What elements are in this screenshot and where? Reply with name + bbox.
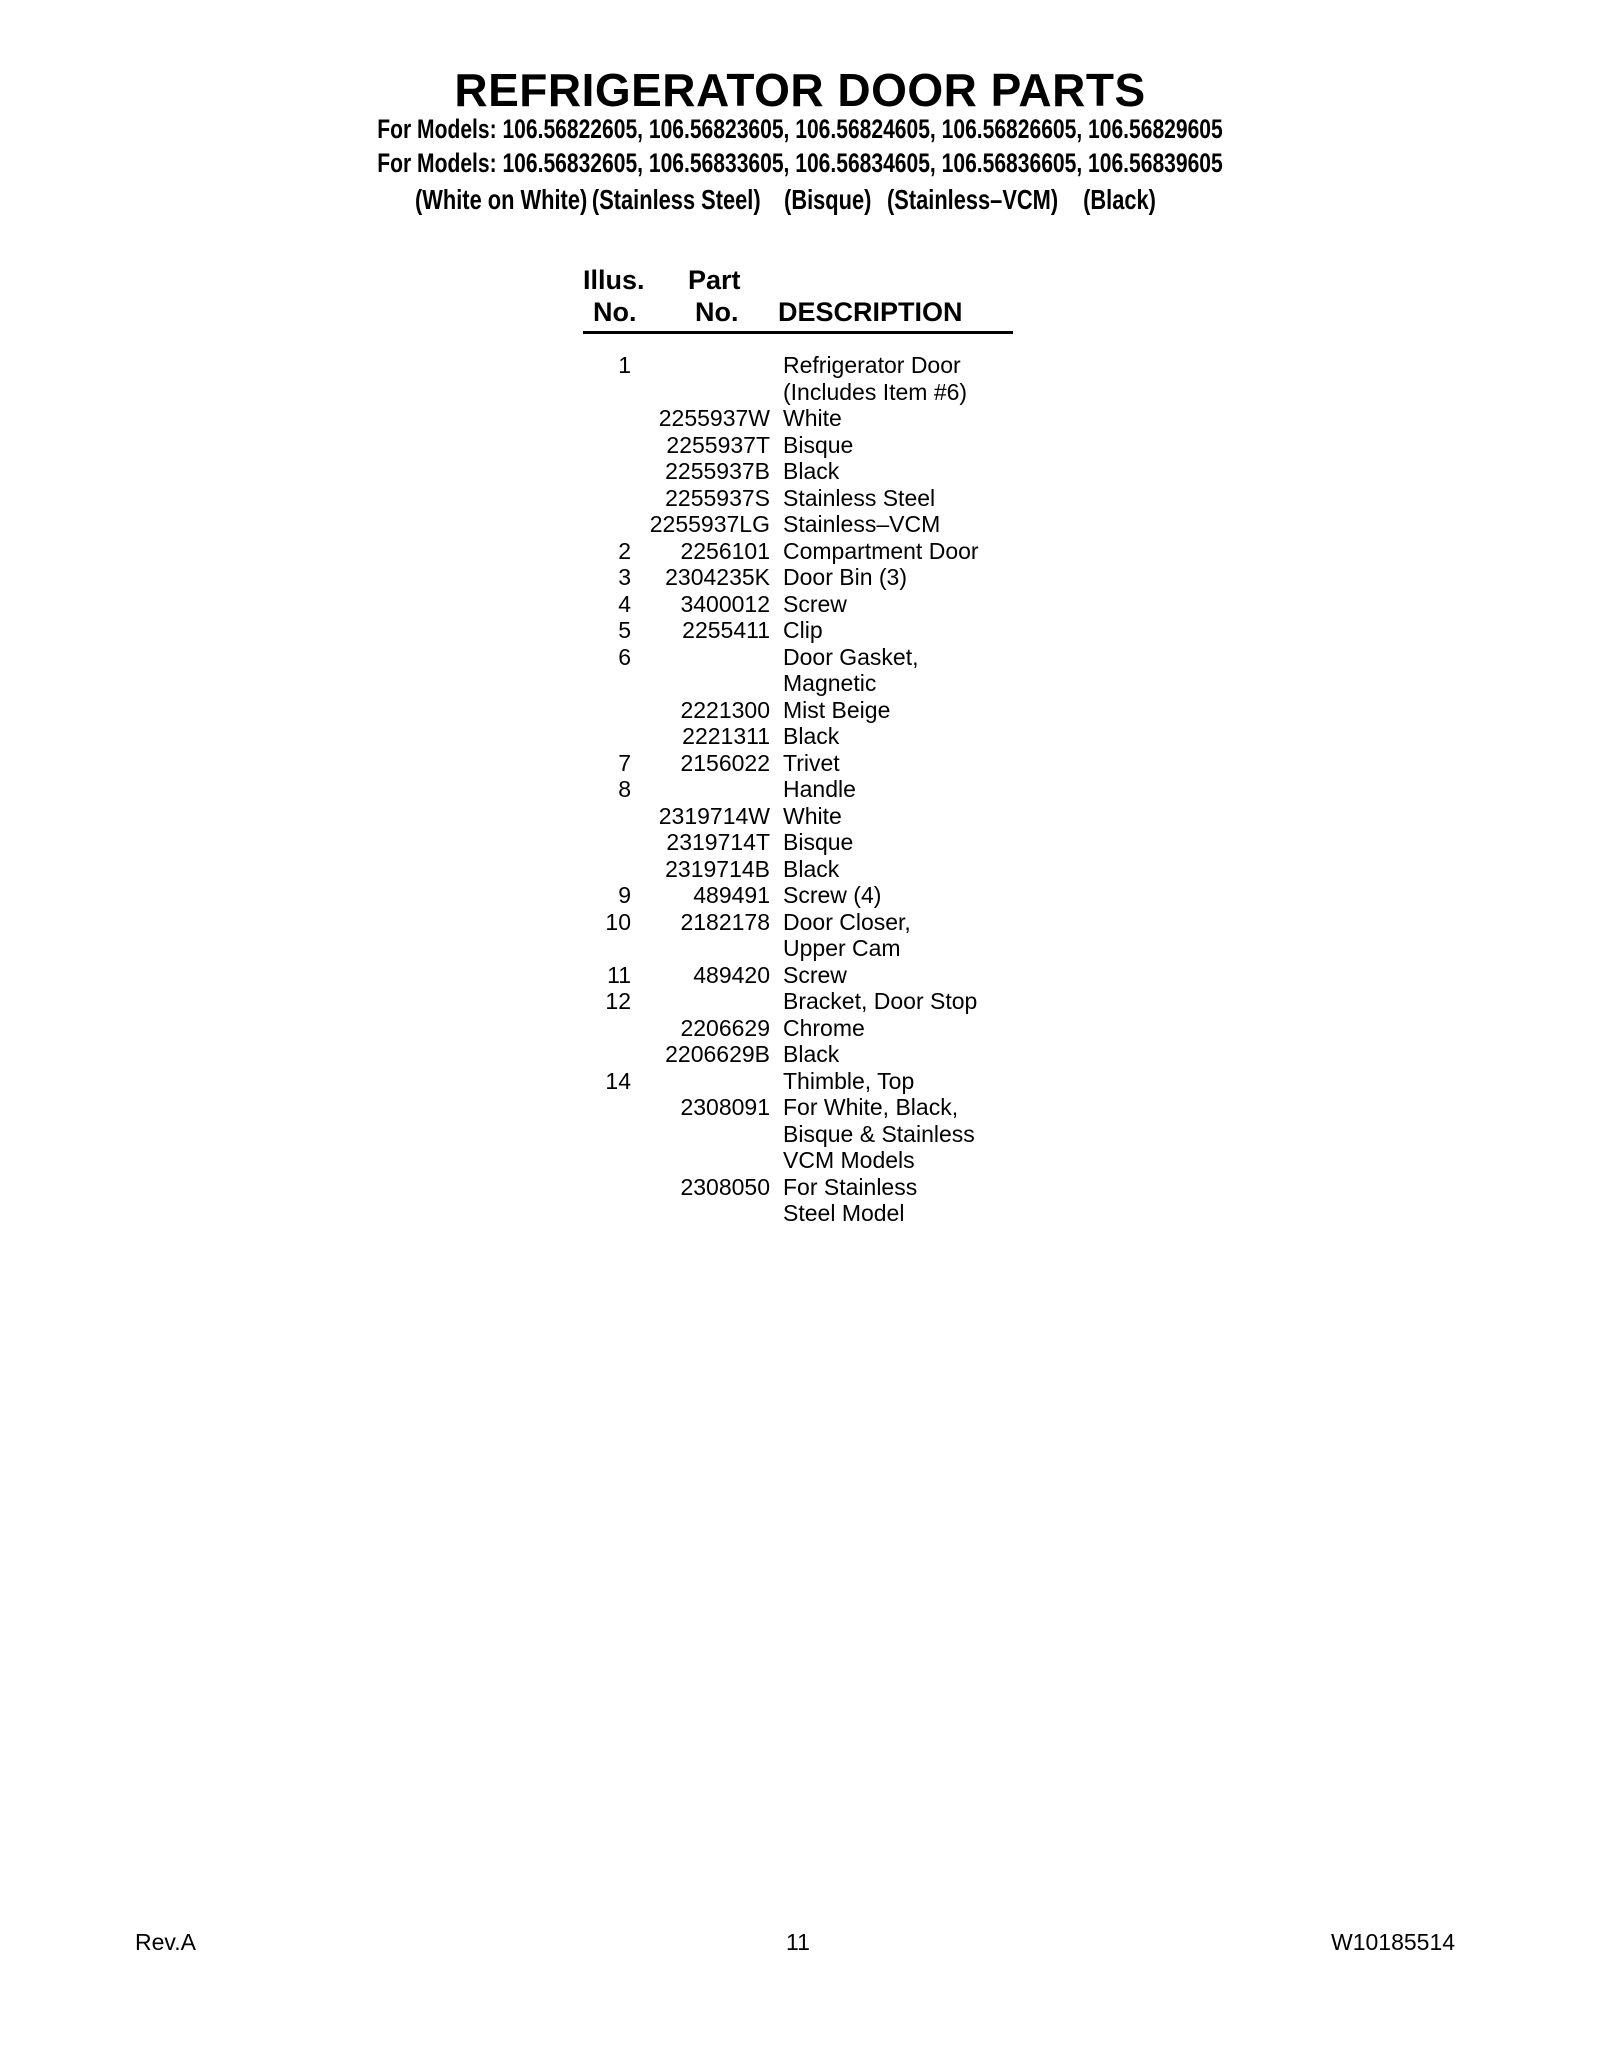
part-number: 2255937LG bbox=[649, 511, 770, 537]
part-description: Stainless Steel bbox=[783, 484, 936, 511]
page-title: REFRIGERATOR DOOR PARTS bbox=[454, 64, 1146, 116]
part-number: 2221311 bbox=[682, 723, 770, 749]
table-row bbox=[583, 1094, 1013, 1121]
part-description: Black bbox=[783, 458, 840, 484]
table-row bbox=[583, 538, 1013, 565]
part-description: White bbox=[783, 405, 842, 431]
illus-number: 3 bbox=[618, 564, 631, 590]
illus-number: 2 bbox=[618, 537, 631, 564]
part-description: Mist Beige bbox=[783, 696, 891, 723]
part-number: 2221300 bbox=[680, 696, 770, 723]
part-number: 2255937S bbox=[665, 484, 770, 511]
finish-label: (White on White) bbox=[415, 184, 588, 215]
finish-legend bbox=[415, 183, 1156, 217]
illus-number: 7 bbox=[618, 749, 631, 776]
parts-table bbox=[583, 265, 1013, 1227]
table-row bbox=[583, 670, 1013, 697]
part-number: 2319714B bbox=[665, 855, 770, 882]
models-line-2: For Models: 106.56832605, 106.56833605, 106.56834605, 106.56836605, 106.56839605 bbox=[377, 148, 1223, 178]
table-row bbox=[583, 829, 1013, 856]
table-row bbox=[583, 1068, 1013, 1095]
part-description: Black bbox=[783, 723, 840, 749]
part-description: Door Closer, bbox=[783, 908, 911, 935]
part-number: 2319714T bbox=[666, 829, 770, 855]
parts-table-body bbox=[583, 352, 1013, 1227]
illus-number: 9 bbox=[618, 882, 631, 908]
illus-number: 5 bbox=[618, 617, 631, 643]
table-row bbox=[583, 776, 1013, 803]
footer-page-number: 11 bbox=[786, 1929, 810, 1955]
part-number: 2256101 bbox=[680, 537, 770, 564]
illus-number: 12 bbox=[605, 988, 631, 1014]
part-number: 489491 bbox=[693, 882, 770, 908]
part-description: Bisque bbox=[783, 431, 854, 458]
part-description: Screw bbox=[783, 961, 847, 988]
illus-number: 11 bbox=[607, 961, 631, 988]
table-row bbox=[583, 723, 1013, 750]
part-number: 3400012 bbox=[680, 590, 770, 617]
illus-number: 1 bbox=[618, 352, 631, 378]
header-part: Part bbox=[688, 265, 741, 295]
part-description: For White, Black, bbox=[783, 1094, 959, 1120]
table-row bbox=[583, 856, 1013, 883]
part-description: Magnetic bbox=[783, 670, 877, 696]
finish-label: (Black) bbox=[1083, 184, 1156, 215]
part-number: 2255937T bbox=[666, 431, 770, 458]
part-number: 2255937B bbox=[665, 458, 770, 484]
header-part-no: No. bbox=[695, 297, 739, 327]
table-row bbox=[583, 1121, 1013, 1148]
part-number: 2308091 bbox=[680, 1094, 770, 1120]
part-number: 2206629 bbox=[680, 1014, 770, 1041]
part-description: Black bbox=[783, 1041, 840, 1067]
table-row bbox=[583, 432, 1013, 459]
finish-label: (Stainless–VCM) bbox=[887, 184, 1059, 215]
part-number: 2319714W bbox=[658, 802, 770, 829]
part-description: Clip bbox=[783, 617, 823, 643]
illus-number: 6 bbox=[618, 643, 631, 670]
illus-number: 4 bbox=[618, 590, 631, 617]
part-description: Compartment Door bbox=[783, 537, 979, 564]
models-line-1: For Models: 106.56822605, 106.56823605, 106.56824605, 106.56826605, 106.56829605 bbox=[377, 114, 1223, 144]
part-description: VCM Models bbox=[783, 1147, 915, 1173]
part-description: (Includes Item #6) bbox=[783, 378, 968, 405]
part-description: Door Bin (3) bbox=[783, 564, 907, 590]
table-row bbox=[583, 882, 1013, 909]
part-number: 2182178 bbox=[680, 908, 770, 935]
part-description: Bracket, Door Stop bbox=[783, 988, 978, 1014]
table-row bbox=[583, 591, 1013, 618]
part-description: Bisque bbox=[783, 829, 854, 855]
part-number: 2156022 bbox=[680, 749, 770, 776]
finish-label: (Stainless Steel) bbox=[591, 184, 761, 215]
table-row bbox=[583, 405, 1013, 432]
header-illus: Illus. bbox=[583, 265, 645, 295]
part-description: Screw bbox=[783, 590, 847, 617]
table-row bbox=[583, 352, 1013, 379]
part-description: Chrome bbox=[783, 1014, 865, 1041]
part-description: For Stainless bbox=[783, 1173, 918, 1200]
part-description: Stainless–VCM bbox=[783, 511, 941, 537]
illus-number: 8 bbox=[618, 776, 631, 802]
table-row bbox=[583, 1015, 1013, 1042]
table-row bbox=[583, 644, 1013, 671]
part-description: Refrigerator Door bbox=[783, 352, 961, 378]
table-row bbox=[583, 750, 1013, 777]
table-row bbox=[583, 962, 1013, 989]
table-row bbox=[583, 458, 1013, 485]
finish-label: (Bisque) bbox=[784, 184, 872, 215]
table-row bbox=[583, 617, 1013, 644]
table-row bbox=[583, 1174, 1013, 1201]
table-row bbox=[583, 988, 1013, 1015]
table-row bbox=[583, 935, 1013, 962]
part-description: Bisque & Stainless bbox=[783, 1120, 975, 1147]
footer-revision: Rev.A bbox=[135, 1929, 196, 1955]
part-number: 489420 bbox=[693, 961, 770, 988]
table-row bbox=[583, 379, 1013, 406]
part-description: Steel Model bbox=[783, 1200, 905, 1226]
illus-number: 14 bbox=[605, 1067, 631, 1094]
illus-number: 10 bbox=[605, 908, 631, 935]
part-number: 2304235K bbox=[665, 564, 770, 590]
part-description: White bbox=[783, 802, 842, 829]
table-row bbox=[583, 1200, 1013, 1227]
table-row bbox=[583, 909, 1013, 936]
parts-table-header bbox=[583, 265, 1013, 334]
table-row bbox=[583, 1147, 1013, 1174]
part-description: Upper Cam bbox=[783, 935, 901, 961]
part-description: Handle bbox=[783, 776, 856, 802]
part-description: Door Gasket, bbox=[783, 643, 919, 670]
table-row bbox=[583, 803, 1013, 830]
table-row bbox=[583, 697, 1013, 724]
part-number: 2206629B bbox=[665, 1041, 770, 1067]
part-description: Screw (4) bbox=[783, 882, 882, 908]
table-row bbox=[583, 511, 1013, 538]
table-row bbox=[583, 485, 1013, 512]
part-number: 2255937W bbox=[658, 405, 770, 431]
footer-document-number: W10185514 bbox=[1331, 1929, 1456, 1955]
part-number: 2255411 bbox=[682, 617, 770, 643]
table-row bbox=[583, 564, 1013, 591]
part-description: Thimble, Top bbox=[783, 1067, 915, 1094]
table-row bbox=[583, 1041, 1013, 1068]
part-description: Black bbox=[783, 855, 840, 882]
header-description: DESCRIPTION bbox=[778, 297, 963, 327]
part-number: 2308050 bbox=[680, 1173, 770, 1200]
part-description: Trivet bbox=[783, 749, 840, 776]
header-illus-no: No. bbox=[593, 297, 637, 327]
